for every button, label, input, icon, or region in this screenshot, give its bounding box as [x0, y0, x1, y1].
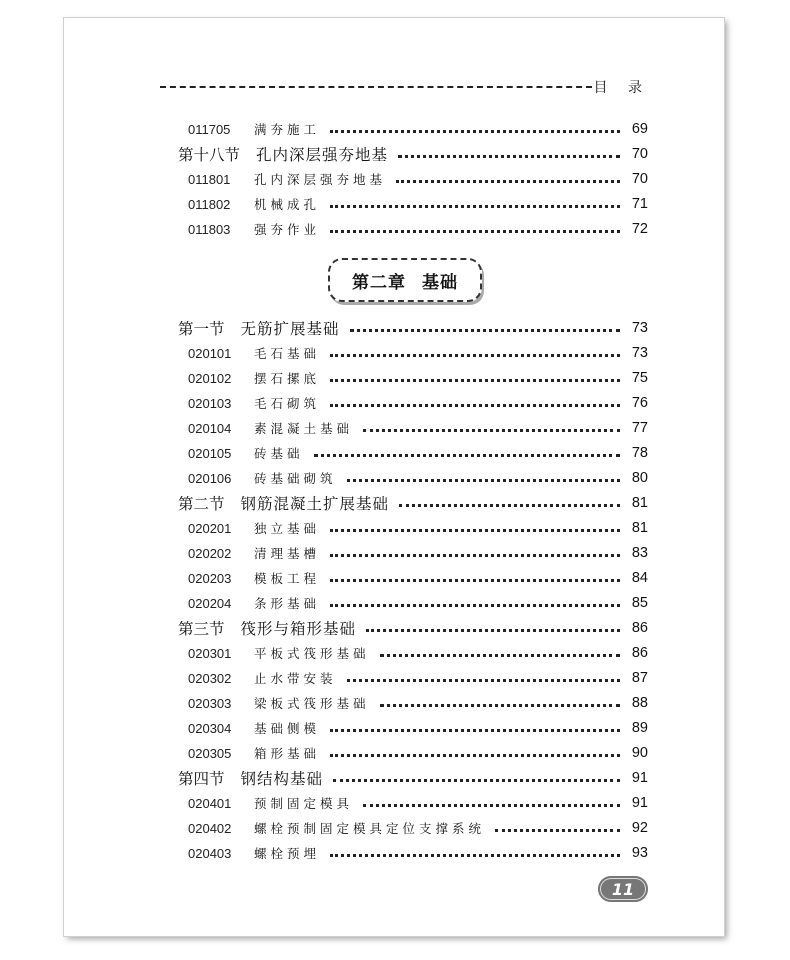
entry-code: 020202 [188, 545, 232, 561]
dot-leader [330, 604, 620, 607]
chapter-number: 第二章 [352, 272, 406, 293]
toc-section-entry [178, 767, 648, 789]
entry-code: 020103 [188, 395, 232, 411]
dot-leader [330, 729, 620, 732]
dot-leader [330, 205, 620, 208]
entry-page-number: 88 [631, 695, 648, 711]
dot-leader [363, 804, 620, 807]
toc-subentry [188, 517, 648, 539]
entry-page-number: 77 [631, 420, 648, 436]
dot-leader [314, 454, 620, 457]
entry-title: 模板工程 [254, 571, 321, 586]
entry-title: 螺栓预制固定模具定位支撑系统 [254, 821, 486, 836]
toc-subentry [188, 168, 648, 190]
header-dashed-rule [160, 86, 592, 88]
toc-subentry [188, 467, 648, 489]
entry-title: 满夯施工 [254, 122, 321, 137]
dot-leader [330, 754, 620, 757]
toc-subentry [188, 792, 648, 814]
section-label: 第一节 [178, 320, 225, 338]
chapter-title: 基础 [422, 272, 458, 293]
page-number: 11 [611, 879, 635, 899]
page-number-badge [598, 876, 648, 902]
toc-subentry [188, 567, 648, 589]
entry-code: 020201 [188, 520, 232, 536]
entry-page-number: 86 [631, 645, 648, 661]
entry-title: 钢筋混凝土扩展基础 [240, 495, 390, 513]
entry-page-number: 86 [631, 620, 648, 636]
toc-subentry [188, 542, 648, 564]
toc-subentry [188, 817, 648, 839]
entry-title: 清理基槽 [254, 546, 321, 561]
entry-title: 条形基础 [254, 596, 321, 611]
toc-subentry [188, 592, 648, 614]
entry-page-number: 72 [631, 221, 648, 237]
dot-leader [380, 654, 620, 657]
entry-title: 孔内深层强夯地基 [254, 172, 387, 187]
entry-page-number: 71 [631, 196, 648, 212]
toc-section-entry [178, 317, 648, 339]
entry-title: 无筋扩展基础 [240, 320, 340, 338]
entry-page-number: 89 [631, 720, 648, 736]
entry-page-number: 69 [631, 121, 648, 137]
toc-subentry [188, 417, 648, 439]
chapter-heading [328, 258, 482, 302]
toc-subentry [188, 392, 648, 414]
entry-page-number: 81 [631, 495, 648, 511]
dot-leader [398, 155, 620, 158]
entry-code: 011705 [188, 121, 231, 137]
entry-code: 020102 [188, 370, 232, 386]
entry-page-number: 92 [631, 820, 648, 836]
entry-title: 梁板式筏形基础 [254, 696, 370, 711]
entry-code: 020403 [188, 845, 232, 861]
dot-leader [350, 329, 620, 332]
entry-title: 强夯作业 [254, 222, 321, 237]
entry-code: 020105 [188, 445, 232, 461]
entry-code: 020204 [188, 595, 232, 611]
entry-code: 020106 [188, 470, 232, 486]
entry-title: 机械成孔 [254, 197, 321, 212]
dot-leader [330, 529, 620, 532]
toc-section-entry [178, 617, 648, 639]
entry-title: 预制固定模具 [254, 796, 354, 811]
entry-page-number: 78 [631, 445, 648, 461]
section-label: 第四节 [178, 770, 225, 788]
entry-title: 钢结构基础 [240, 770, 324, 788]
dot-leader [330, 130, 620, 133]
entry-code: 020401 [188, 795, 232, 811]
entry-code: 020304 [188, 720, 232, 736]
running-header [160, 78, 650, 96]
section-label: 第二节 [178, 495, 225, 513]
entry-code: 020302 [188, 670, 232, 686]
entry-title: 独立基础 [254, 521, 321, 536]
toc-subentry [188, 193, 648, 215]
dot-leader [495, 829, 620, 832]
dot-leader [333, 779, 620, 782]
entry-code: 020402 [188, 820, 232, 836]
entry-page-number: 73 [631, 320, 648, 336]
entry-code: 020104 [188, 420, 232, 436]
entry-page-number: 91 [631, 795, 648, 811]
toc-subentry [188, 367, 648, 389]
entry-page-number: 70 [631, 146, 648, 162]
entry-page-number: 81 [631, 520, 648, 536]
dot-leader [330, 854, 620, 857]
entry-title: 筏形与箱形基础 [240, 620, 357, 638]
toc-subentry [188, 692, 648, 714]
toc-subentry [188, 717, 648, 739]
entry-page-number: 76 [631, 395, 648, 411]
dot-leader [330, 554, 620, 557]
toc-subentry [188, 342, 648, 364]
entry-title: 箱形基础 [254, 746, 321, 761]
entry-title: 平板式筏形基础 [254, 646, 370, 661]
toc-subentry [188, 667, 648, 689]
section-label: 第三节 [178, 620, 225, 638]
dot-leader [363, 429, 620, 432]
entry-title: 砖基础 [254, 446, 304, 461]
toc-section-entry [178, 492, 648, 514]
entry-code: 011803 [188, 221, 231, 237]
entry-title: 孔内深层强夯地基 [256, 146, 389, 164]
toc-subentry [188, 742, 648, 764]
section-label: 第十八节 [178, 146, 241, 164]
toc-subentry [188, 842, 648, 864]
toc-subentry [188, 218, 648, 240]
entry-page-number: 83 [631, 545, 648, 561]
entry-code: 020203 [188, 570, 232, 586]
entry-page-number: 85 [631, 595, 648, 611]
entry-page-number: 84 [631, 570, 648, 586]
entry-title: 砖基础砌筑 [254, 471, 337, 486]
toc-subentry [188, 118, 648, 140]
entry-page-number: 93 [631, 845, 648, 861]
dot-leader [330, 230, 620, 233]
entry-title: 摆石摞底 [254, 371, 321, 386]
entry-page-number: 87 [631, 670, 648, 686]
entry-title: 素混凝土基础 [254, 421, 354, 436]
dot-leader [330, 404, 620, 407]
header-title: 目 录 [593, 80, 650, 96]
entry-page-number: 75 [631, 370, 648, 386]
toc-section-entry [178, 143, 648, 165]
entry-code: 020305 [188, 745, 232, 761]
entry-code: 011802 [188, 196, 231, 212]
dot-leader [399, 504, 620, 507]
dot-leader [330, 379, 620, 382]
entry-title: 基础侧模 [254, 721, 321, 736]
dot-leader [347, 479, 620, 482]
entry-page-number: 90 [631, 745, 648, 761]
entry-title: 毛石砌筑 [254, 396, 321, 411]
entry-code: 020303 [188, 695, 232, 711]
toc-subentry [188, 442, 648, 464]
entry-page-number: 70 [631, 171, 648, 187]
dot-leader [380, 704, 620, 707]
entry-title: 毛石基础 [254, 346, 321, 361]
dot-leader [347, 679, 620, 682]
entry-page-number: 80 [631, 470, 648, 486]
entry-code: 011801 [188, 171, 231, 187]
entry-code: 020101 [188, 345, 232, 361]
entry-title: 螺栓预埋 [254, 846, 321, 861]
dot-leader [396, 180, 620, 183]
dot-leader [366, 629, 620, 632]
dot-leader [330, 579, 620, 582]
entry-page-number: 91 [631, 770, 648, 786]
entry-title: 止水带安装 [254, 671, 337, 686]
toc-subentry [188, 642, 648, 664]
dot-leader [330, 354, 620, 357]
entry-page-number: 73 [631, 345, 648, 361]
entry-code: 020301 [188, 645, 232, 661]
